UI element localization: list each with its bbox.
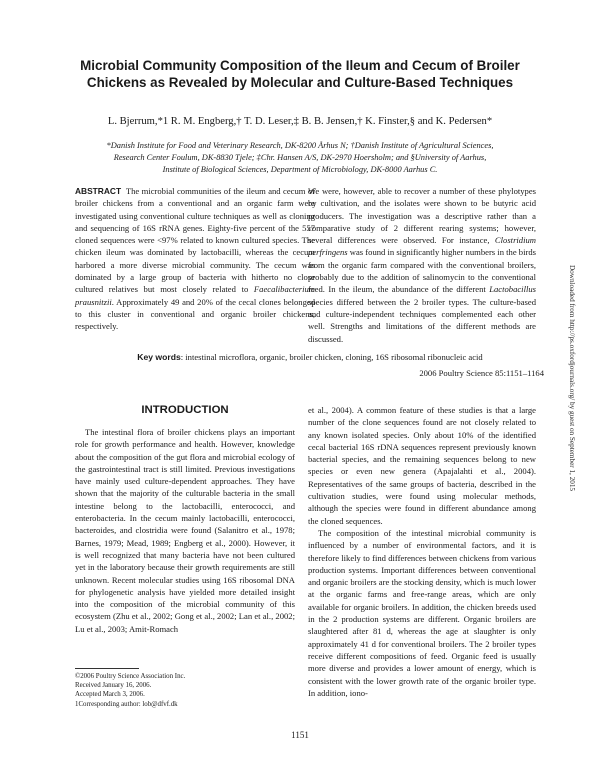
affiliations	[40, 140, 560, 176]
paper-title	[40, 57, 560, 91]
keywords-text: : intestinal microflora, organic, broiler chicken, cloning, 16S ribosomal ribonucleic acid	[180, 352, 483, 362]
abstract-species-1: Clostridium perfringens	[308, 235, 536, 258]
title-line-2: Chickens as Revealed by Molecular and Culture-Based Techniques	[86, 75, 514, 90]
intro-column-1	[75, 426, 295, 635]
abstract-right-column	[308, 185, 536, 345]
abstract-species: Faecalibacterium prausnitzii	[75, 284, 315, 307]
abstract-text-b: . Approximately 49 and 20% of the cecal clones belonged to this cluster in conventional and organic broiler chickens, respectively.	[75, 296, 315, 332]
keywords-label: Key words	[137, 352, 181, 362]
footnotes	[75, 672, 295, 709]
affiliation-line-2: Research Center Foulum, DK-8830 Tjele; ‡Chr. Hansen A/S, DK-2970 Hoersholm; and §University of Aarhus,	[113, 153, 487, 162]
abstract-label: ABSTRACT	[75, 186, 122, 196]
abstract-text-a: The microbial communities of the ileum and cecum of broiler chickens from a conventional and an organic farm were investigated using conventional culture techniques as well as cloning and sequencing of 16S rRNA genes. Eighty-five percent of the 557 cloned sequences were <97% related to known cultured species. The chicken ileum was dominated by lactobacilli, whereas the cecum harbored a more diverse microbial community. The cecum was dominated by a large group of bacteria with hitherto no close cultured relatives but most closely related to	[75, 186, 315, 295]
abstract-species-2: Lactobacillus	[489, 284, 536, 295]
footnote-received: Received January 16, 2006.	[75, 682, 152, 690]
download-link-text[interactable]: Downloaded from http://ps.oxfordjournals.org/ by guest on September 1, 2015	[568, 264, 576, 492]
footnote-corresponding: 1Corresponding author: lob@dfvf.dk	[75, 700, 178, 708]
abstract-left-column	[75, 185, 315, 333]
abstract-right-text-b: was found in significantly higher numbers in the birds from the organic farm compared with the conventional broilers, probably due to the addition of salinomycin to the conventional feed. In the ileum, the abundance of the different	[308, 247, 536, 295]
intro-paragraph: The composition of the intestinal microbial community is influenced by a number of environmental factors, and it is therefore likely to find differences between chickens from various production systems. Important differences between conventional and organic broilers are the stocking density, which is much lower at the organic farms and free-range areas, which are only available for organic broilers. In addition, the chicken breeds used in the 2 production systems are different. Organic broilers are slaughtered after 81 d, whereas the age at slaughter is only approximately 41 d for conventional broilers. The 2 broiler types receive different compositions of feed. Organic feed is usually more diverse and provides a lower amount of energy, which is consistent with the lower growth rate of the organic broiler type. In addition, iono-	[308, 527, 536, 698]
intro-paragraph: The intestinal flora of broiler chickens plays an important role for growth performance and health. However, knowledge about the composition of the gut flora and microbial ecology of the gastrointestinal tract is still limited. Previous investigations have mainly used culture-dependent approaches. They have shown that the majority of the culturable bacteria in the small intestine belong to the lactobacilli, enterococci, and enterobacteria. In the cecum mainly lactobacilli, enterococci, bacteroides, and clostridia were found (Salanitro et al., 1978; Barnes, 1979; Mead, 1989; Engberg et al., 2000). However, it is well recognized that many bacteria have not been cultured yet in the laboratory because their growth requirements are still unknown. Recent molecular studies using 16S ribosomal DNA for phylogenetic analysis have yielded more detailed insight into the composition of the microbial community of this ecosystem (Zhu et al., 2002; Gong et al., 2002; Lan et al., 2002; Lu et al., 2003; Amit-Romach	[75, 427, 295, 634]
intro-column-2	[308, 404, 536, 699]
footnote-copyright: ©2006 Poultry Science Association Inc.	[75, 673, 186, 680]
affiliation-line-1: *Danish Institute for Food and Veterinary Research, DK-8200 Århus N; †Danish Institute of Agricultural Sciences,	[106, 141, 494, 150]
section-heading-introduction: INTRODUCTION	[141, 404, 229, 416]
page-number: 1151	[291, 730, 309, 740]
journal-citation: 2006 Poultry Science 85:1151–1164	[419, 368, 544, 378]
abstract-right-text-a: We were, however, able to recover a number of these phylotypes by cultivation, and the isolates were shown to be butyric acid producers. The investigation was a descriptive rather than a comparative study of 2 different rearing systems; however, several differences were observed. For instance,	[308, 186, 536, 246]
affiliation-line-3: Institute of Biological Sciences, Department of Microbiology, DK-8000 Aarhus C.	[162, 165, 438, 174]
abstract-right-text-c: species differed between the 2 broiler types. The culture-based and culture-independent techniques complemented each other well. Strengths and limitations of the different methods are discussed.	[308, 296, 536, 344]
author-list: L. Bjerrum,*1 R. M. Engberg,† T. D. Leser,‡ B. B. Jensen,† K. Finster,§ and K. Pedersen*	[107, 116, 493, 127]
title-line-1: Microbial Community Composition of the Ileum and Cecum of Broiler	[80, 58, 520, 73]
footnote-divider	[75, 668, 139, 669]
download-watermark	[566, 176, 578, 580]
intro-paragraph-continued: et al., 2004). A common feature of these studies is that a large number of the clone sequences found are not closely related to any known isolated species. Only about 10% of the identified cecal bacterial 16S rDNA sequences represent previously known bacterial species, and the remaining sequences belong to new species or even new genera (Apajalahti et al., 2004). Representatives of the same groups of bacteria, described in the cultivation studies, were found using molecular methods, although the species were found in different abundance among the cloned sequences.	[308, 405, 536, 526]
footnote-accepted: Accepted March 3, 2006.	[75, 691, 145, 699]
keywords	[75, 352, 545, 362]
